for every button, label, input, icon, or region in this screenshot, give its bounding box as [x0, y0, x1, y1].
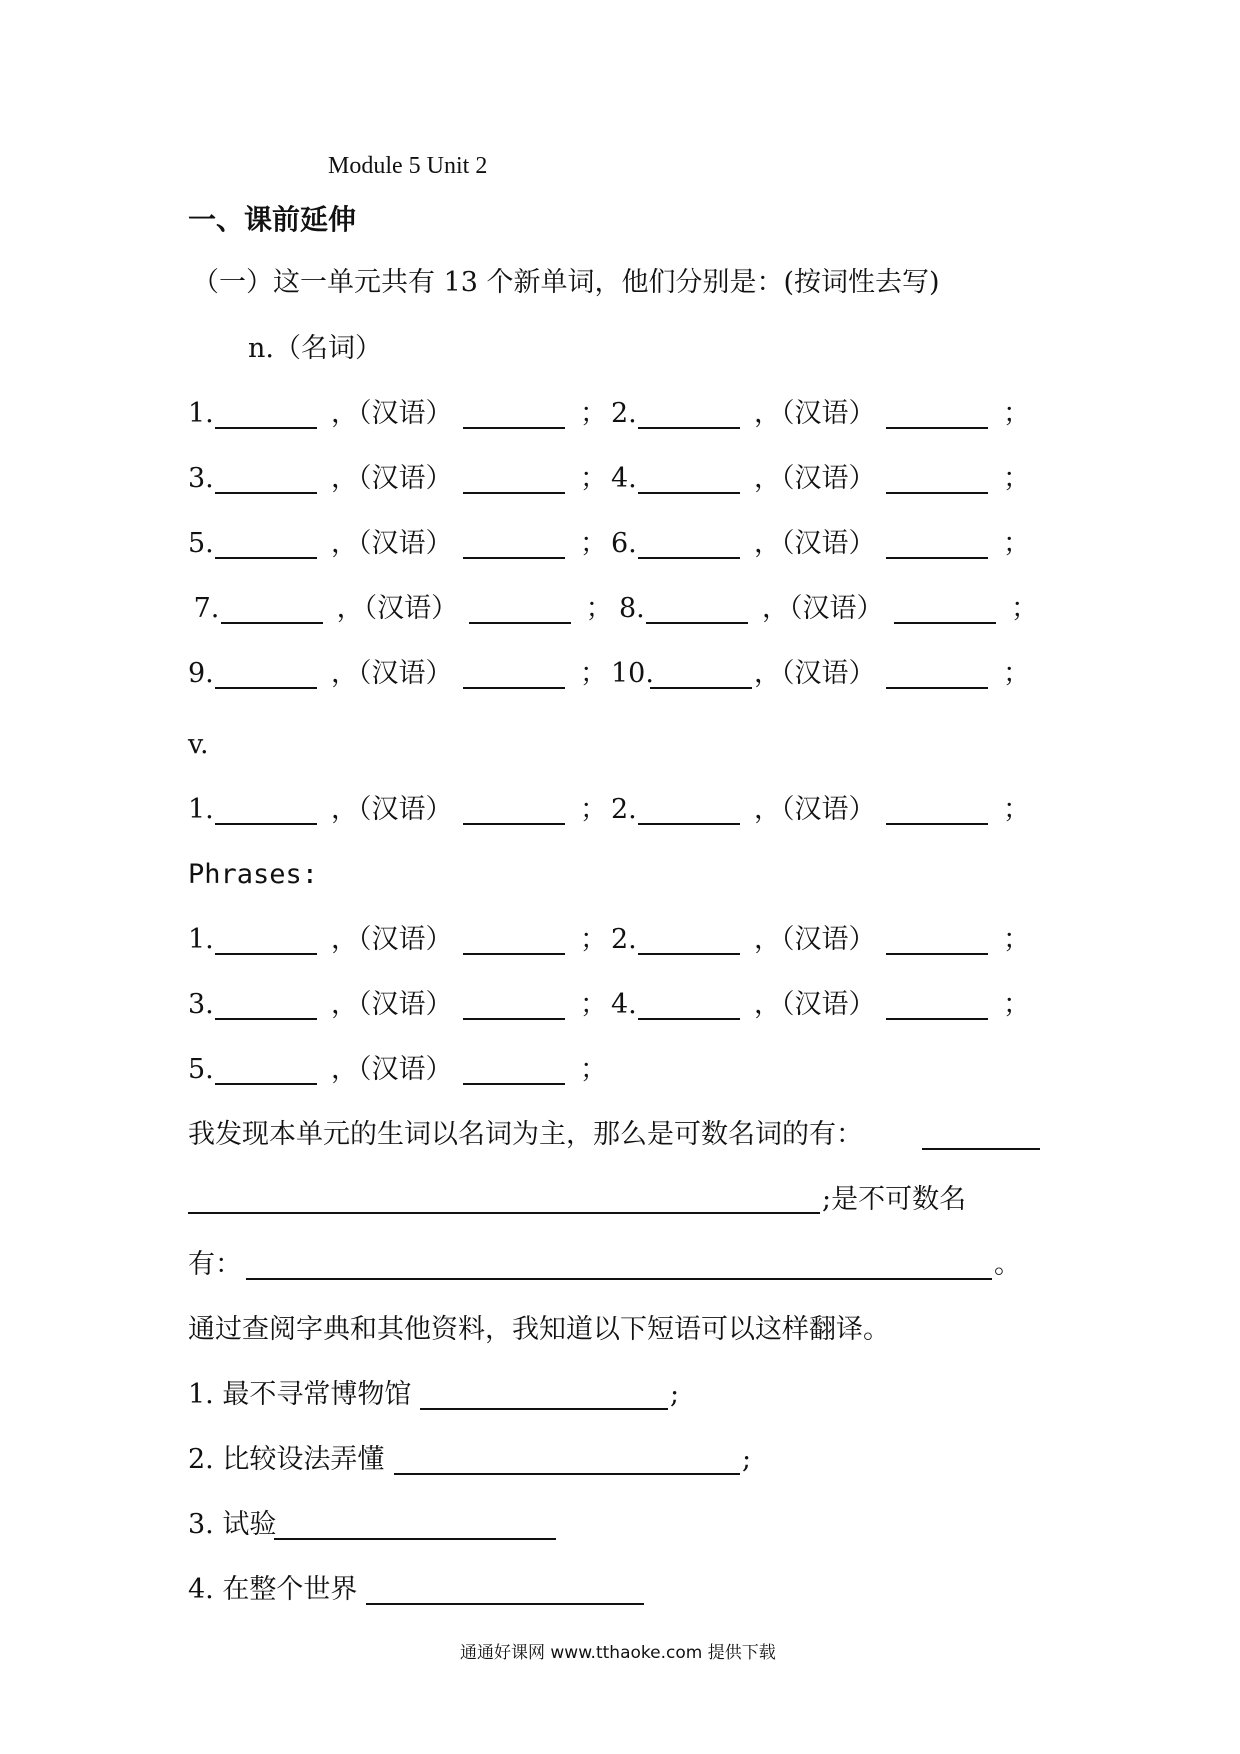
semicolon: ；	[1003, 528, 1030, 559]
chinese-label: ，（汉语）	[331, 924, 453, 955]
word-blank[interactable]	[650, 687, 752, 689]
chinese-label: ，（汉语）	[331, 528, 453, 559]
countable-blank-2[interactable]	[188, 1212, 820, 1214]
noun-label: n.（名词）	[248, 333, 382, 364]
translate-item-1: 1. 最不寻常博物馆	[188, 1379, 412, 1410]
chinese-blank[interactable]	[886, 492, 988, 494]
section-intro: （一）这一单元共有 13 个新单词，他们分别是：(按词性去写)	[192, 267, 940, 298]
uncountable-label: 有：	[188, 1249, 242, 1280]
chinese-blank[interactable]	[463, 953, 565, 955]
word-blank[interactable]	[638, 557, 740, 559]
item-number: 5.	[188, 528, 214, 559]
phrases-label: Phrases:	[188, 859, 319, 890]
semicolon: ；	[580, 463, 607, 494]
semicolon: ；	[1003, 794, 1030, 825]
chinese-label: ，（汉语）	[754, 794, 876, 825]
semicolon: ；	[1003, 398, 1030, 429]
word-blank[interactable]	[646, 622, 748, 624]
chinese-label: ，（汉语）	[331, 1054, 453, 1085]
chinese-label: ，（汉语）	[331, 398, 453, 429]
chinese-blank[interactable]	[463, 1018, 565, 1020]
chinese-blank[interactable]	[463, 1083, 565, 1085]
word-blank[interactable]	[215, 1018, 317, 1020]
semicolon: ；	[585, 593, 613, 624]
translate-item-2: 2. 比较设法弄懂	[188, 1444, 385, 1475]
item-number: 5.	[188, 1054, 214, 1085]
word-blank[interactable]	[215, 823, 317, 825]
word-blank[interactable]	[215, 687, 317, 689]
translate-blank-4[interactable]	[366, 1603, 644, 1605]
word-blank[interactable]	[638, 427, 740, 429]
chinese-label: ，（汉语）	[754, 658, 876, 689]
item-number: 3.	[188, 463, 214, 494]
uncountable-end: 。	[994, 1249, 1021, 1280]
item-number: 1.	[188, 794, 214, 825]
chinese-label: ，（汉语）	[331, 658, 453, 689]
item-number: 7.	[193, 593, 220, 624]
item-number: 2.	[611, 398, 637, 429]
chinese-blank[interactable]	[886, 557, 988, 559]
item-number: 6.	[611, 528, 637, 559]
word-blank[interactable]	[638, 1018, 740, 1020]
semicolon: ；	[1011, 593, 1038, 624]
verb-label: v.	[188, 729, 209, 760]
semicolon: ；	[1003, 924, 1030, 955]
countable-blank-1[interactable]	[922, 1148, 1040, 1150]
semicolon: ；	[1003, 658, 1030, 689]
translate-end-2: ;	[742, 1444, 752, 1475]
item-number: 3.	[188, 989, 214, 1020]
word-blank[interactable]	[221, 622, 323, 624]
chinese-blank[interactable]	[886, 823, 988, 825]
translate-blank-2[interactable]	[394, 1473, 740, 1475]
uncountable-prompt: ;是不可数名	[822, 1184, 967, 1215]
item-number: 1.	[188, 924, 214, 955]
chinese-label: ，（汉语）	[331, 463, 453, 494]
item-number: 8.	[619, 593, 645, 624]
chinese-blank[interactable]	[886, 687, 988, 689]
chinese-label: ，（汉语）	[754, 924, 876, 955]
semicolon: ；	[580, 398, 607, 429]
semicolon: ；	[580, 924, 607, 955]
chinese-label: ，（汉语）	[336, 593, 459, 624]
word-blank[interactable]	[215, 1083, 317, 1085]
word-blank[interactable]	[638, 823, 740, 825]
word-blank[interactable]	[215, 492, 317, 494]
chinese-label: ，（汉语）	[754, 463, 876, 494]
page-title: Module 5 Unit 2	[328, 153, 488, 179]
semicolon: ；	[580, 658, 607, 689]
semicolon: ；	[580, 528, 607, 559]
item-number: 10.	[611, 658, 654, 689]
chinese-blank[interactable]	[469, 622, 571, 624]
item-number: 4.	[611, 989, 637, 1020]
chinese-label: ，（汉语）	[331, 794, 453, 825]
item-number: 2.	[611, 794, 637, 825]
uncountable-blank[interactable]	[246, 1278, 992, 1280]
semicolon: ；	[580, 1054, 607, 1085]
semicolon: ；	[1003, 463, 1030, 494]
chinese-label: ，（汉语）	[331, 989, 453, 1020]
word-blank[interactable]	[638, 492, 740, 494]
chinese-blank[interactable]	[886, 427, 988, 429]
translate-intro: 通过查阅字典和其他资料，我知道以下短语可以这样翻译。	[188, 1314, 890, 1345]
chinese-label: ，（汉语）	[754, 398, 876, 429]
word-blank[interactable]	[638, 953, 740, 955]
section-heading: 一、课前延伸	[188, 203, 357, 236]
item-number: 9.	[188, 658, 214, 689]
countable-prompt: 我发现本单元的生词以名词为主，那么是可数名词的有：	[188, 1119, 863, 1150]
word-blank[interactable]	[215, 953, 317, 955]
chinese-blank[interactable]	[894, 622, 996, 624]
chinese-blank[interactable]	[463, 427, 565, 429]
word-blank[interactable]	[215, 557, 317, 559]
translate-blank-1[interactable]	[420, 1408, 668, 1410]
chinese-blank[interactable]	[463, 687, 565, 689]
semicolon: ；	[580, 989, 607, 1020]
footer: 通通好课网 www.tthaoke.com 提供下载	[460, 1643, 776, 1663]
chinese-label: ，（汉语）	[754, 989, 876, 1020]
translate-end-1: ;	[670, 1379, 680, 1410]
chinese-label: ，（汉语）	[754, 528, 876, 559]
item-number: 2.	[611, 924, 637, 955]
chinese-blank[interactable]	[886, 953, 988, 955]
word-blank[interactable]	[215, 427, 317, 429]
translate-item-4: 4. 在整个世界	[188, 1574, 358, 1605]
semicolon: ；	[580, 794, 607, 825]
item-number: 4.	[611, 463, 637, 494]
chinese-blank[interactable]	[886, 1018, 988, 1020]
translate-blank-3[interactable]	[274, 1538, 556, 1540]
translate-item-3: 3. 试验	[188, 1509, 277, 1540]
chinese-blank[interactable]	[463, 557, 565, 559]
chinese-blank[interactable]	[463, 823, 565, 825]
item-number: 1.	[188, 398, 214, 429]
chinese-blank[interactable]	[463, 492, 565, 494]
chinese-label: ，（汉语）	[762, 593, 884, 624]
semicolon: ；	[1003, 989, 1030, 1020]
